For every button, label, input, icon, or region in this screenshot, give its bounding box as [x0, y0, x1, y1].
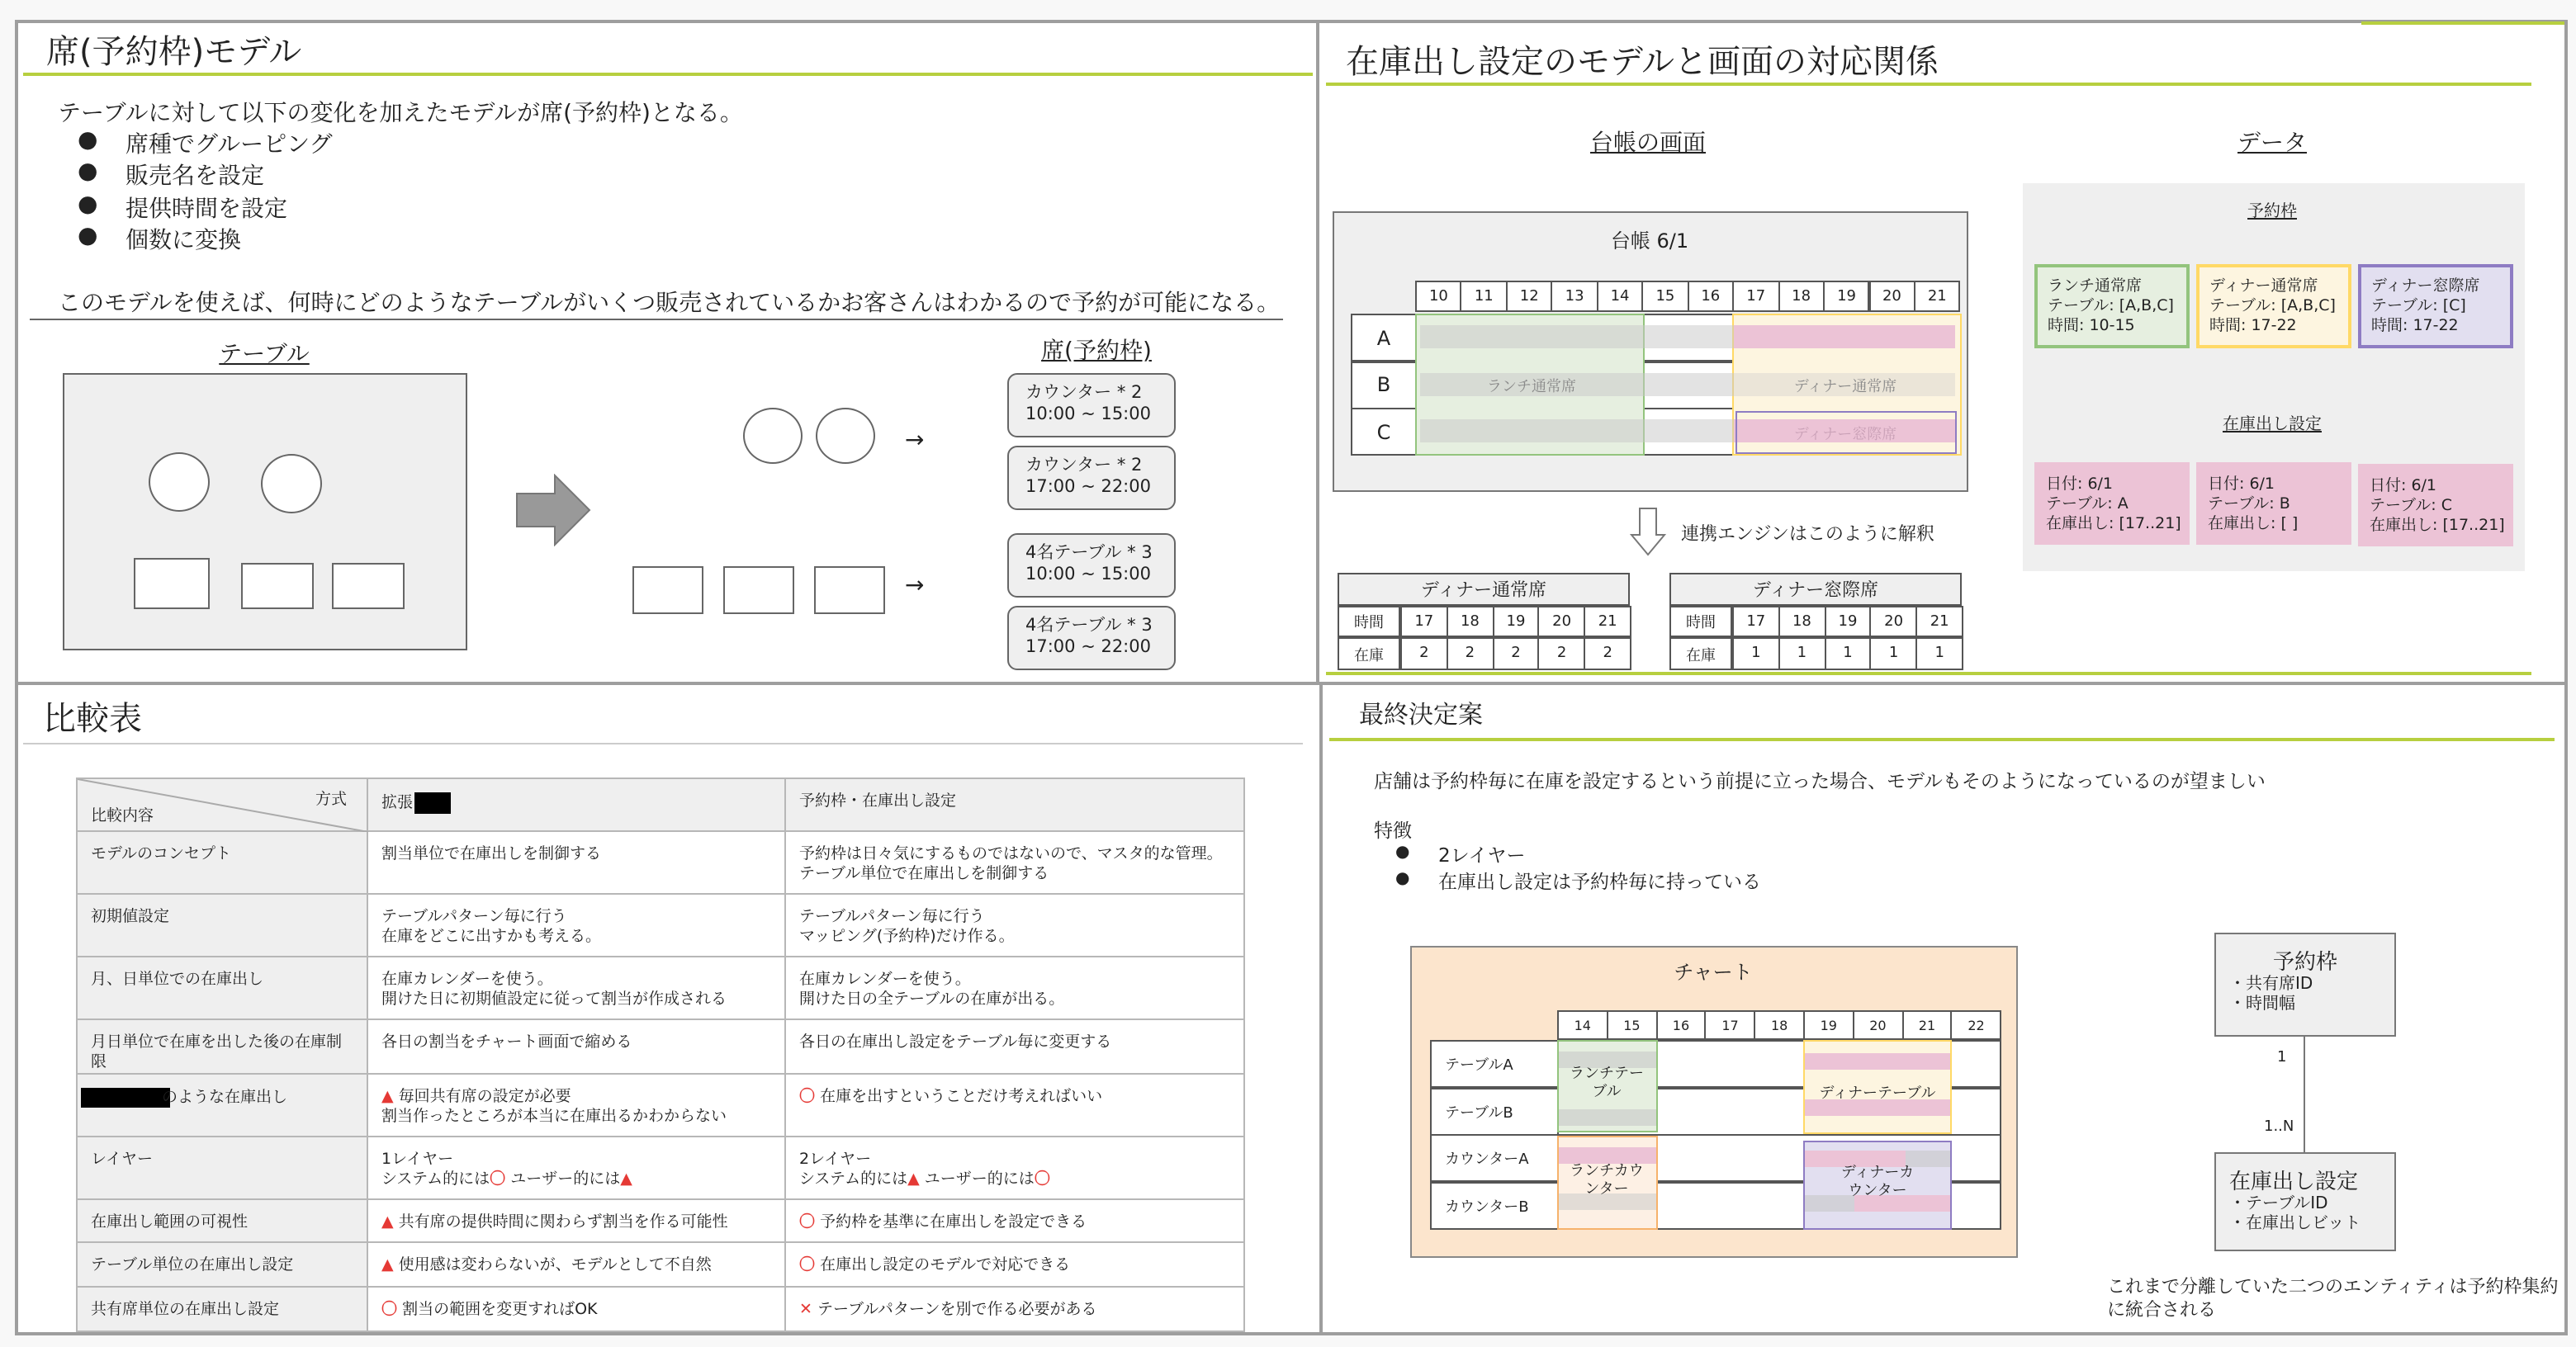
table-row [77, 1019, 1244, 1074]
cell-extension [367, 1199, 785, 1242]
result-stock-cell: 2 [1538, 637, 1586, 670]
lunch-label: ランチ通常席 [1486, 380, 1576, 396]
header-corner [77, 778, 367, 831]
seat-slot-card [1007, 446, 1176, 510]
divider [30, 319, 1283, 320]
triangle-mark-icon: ▲ [381, 1256, 394, 1274]
bullet-dot: ● [1395, 844, 1410, 862]
row-label-text: 初期値設定 [91, 908, 170, 926]
result-hour-cell: 19 [1492, 606, 1540, 637]
hour-header-cell: 16 [1687, 281, 1734, 312]
stock-bar [1420, 325, 1734, 348]
stock-card [2358, 464, 2513, 546]
slot-card [2196, 264, 2351, 348]
cell-slot [785, 831, 1244, 894]
dinner-counter-label: ディナーカウンター [1840, 1165, 1915, 1200]
result-hour-cell: 20 [1538, 606, 1586, 637]
cell-extension [367, 957, 785, 1019]
seat-label: 席(予約枠) [1041, 338, 1152, 365]
seat-slot-name: カウンター * 2 [1025, 383, 1143, 403]
cell-line: ▲ 共有席の提供時間に関わらず割当を作る可能性 [381, 1213, 728, 1231]
cell-extension [367, 1287, 785, 1331]
stock-line: 在庫出し: [ ] [2208, 515, 2299, 533]
cell-extension [367, 1137, 785, 1199]
row-label-text: 月日単位で在庫を出した後の在庫制限 [91, 1033, 343, 1071]
note-text: に統合される [2107, 1299, 2216, 1321]
row-label-text: レイヤー [91, 1151, 154, 1169]
bottom-accent-line [1326, 672, 2531, 675]
row-label-text: 在庫出し範囲の可視性 [91, 1213, 249, 1231]
stock-bar [1559, 1052, 1656, 1068]
page-title: 席(予約枠)モデル [46, 31, 302, 71]
table-label: テーブル [219, 342, 310, 368]
table-row [77, 1199, 1244, 1242]
column-header-slot: 予約枠・在庫出し設定 [785, 778, 1244, 831]
column-header-extension [367, 778, 785, 831]
ledger-row-label: B [1351, 361, 1417, 409]
result-hour-cell: 21 [1584, 606, 1631, 637]
dinner-label: ディナー通常席 [1793, 380, 1897, 396]
cell-extension [367, 1242, 785, 1287]
lunch-counter-label: ランチカウンター [1570, 1164, 1644, 1198]
row-label [77, 1242, 367, 1287]
ledger-heading: 台帳の画面 [1590, 130, 1706, 157]
cell-line: 予約枠は日々気にするものではないので、マスタ的な管理。 [799, 845, 1223, 863]
entity-reservation-slot [2214, 933, 2396, 1037]
hour-header-cell: 19 [1823, 281, 1870, 312]
triangle-mark-icon: ▲ [907, 1170, 920, 1189]
bullet-dot: ● [78, 127, 98, 154]
result-table-title: ディナー窓際席 [1669, 573, 1962, 606]
chart-row-label: テーブルB [1430, 1087, 1559, 1135]
cell-line: ✕ テーブルパターンを別で作る必要がある [799, 1301, 1097, 1319]
table-row [77, 1242, 1244, 1287]
arrow-icon: → [905, 428, 925, 454]
stock-bar [1559, 1147, 1656, 1164]
cell-line: ▲ 毎回共有席の設定が必要 [381, 1088, 571, 1106]
engine-note: 連携エンジンはこのように解釈 [1681, 523, 1934, 545]
slot-line: テーブル: [A,B,C] [2209, 297, 2336, 315]
stock-bar [1805, 1151, 1906, 1167]
table-row [77, 1137, 1244, 1199]
stock-line: テーブル: B [2208, 495, 2290, 513]
cell-line: 各日の割当をチャート画面で縮める [381, 1033, 632, 1052]
circle-mark-icon: 〇 [799, 1256, 816, 1274]
square-table-shape [134, 558, 210, 609]
row-label-text: 月、日単位での在庫出し [91, 971, 264, 989]
cell-line: 1レイヤー [381, 1151, 454, 1169]
result-stock-cell: 1 [1870, 637, 1918, 670]
slot-line: ランチ通常席 [2048, 277, 2143, 295]
table-row [77, 957, 1244, 1019]
chart-row-label: カウンターA [1430, 1134, 1559, 1182]
bullet-item: 席種でグルーピング [125, 132, 333, 158]
hour-header-cell: 11 [1461, 281, 1508, 312]
note-text: これまで分離していた二つのエンティティは予約枠集約 [2107, 1276, 2559, 1297]
chart-hour-cell: 14 [1557, 1010, 1608, 1040]
row-label [77, 831, 367, 894]
entity-attribute: ・テーブルID [2229, 1195, 2328, 1213]
cell-line: 割当単位で在庫出しを制御する [381, 845, 602, 863]
cell-line: テーブルパターン毎に行う [799, 908, 985, 926]
cell-line: 各日の在庫出し設定をテーブル毎に変更する [799, 1033, 1112, 1052]
slots-label: 予約枠 [2247, 203, 2297, 221]
result-stock-cell: 2 [1584, 637, 1631, 670]
table-row [77, 1287, 1244, 1331]
hour-header-cell: 18 [1778, 281, 1825, 312]
cell-slot [785, 957, 1244, 1019]
time-label: 時間 [1669, 606, 1732, 637]
entity-title: 在庫出し設定 [2229, 1170, 2359, 1195]
result-stock-cell: 2 [1492, 637, 1540, 670]
stock-line: テーブル: A [2046, 495, 2129, 513]
stock-bar [1805, 1053, 1950, 1070]
counter-seat-shape [816, 408, 875, 464]
hour-header-cell: 17 [1732, 281, 1779, 312]
entity-title: 予約枠 [2272, 951, 2337, 976]
chart-hour-cell: 18 [1754, 1010, 1805, 1040]
row-label-text: モデルのコンセプト [91, 845, 232, 863]
arrow-icon: → [905, 573, 925, 599]
cell-line: マッピング(予約枠)だけ作る。 [799, 928, 1015, 946]
table-shape [632, 566, 703, 614]
seat-slot-time: 10:00 ~ 15:00 [1025, 565, 1151, 584]
panel-title: 比較表 [43, 698, 142, 738]
slot-line: 時間: 17-22 [2371, 317, 2459, 335]
seat-slot-card [1007, 533, 1176, 598]
hour-header-cell: 15 [1642, 281, 1689, 312]
counter-seat-shape [743, 408, 803, 464]
hour-header-cell: 10 [1415, 281, 1462, 312]
result-hour-cell: 17 [1732, 606, 1780, 637]
triangle-mark-icon: ▲ [381, 1088, 394, 1106]
seat-slot-time: 17:00 ~ 22:00 [1025, 637, 1151, 657]
redacted-block [81, 1088, 170, 1108]
square-table-shape [332, 563, 405, 609]
bullet-item: 個数に変換 [125, 227, 241, 254]
triangle-mark-icon: ▲ [381, 1213, 394, 1231]
cell-line: 割当作ったところが本当に在庫出るかわからない [381, 1108, 727, 1126]
chart-row-label: テーブルA [1430, 1040, 1559, 1088]
time-label: 時間 [1338, 606, 1400, 637]
accent-line-top [2361, 21, 2564, 25]
table-row [77, 1074, 1244, 1137]
window-label: ディナー窓際席 [1793, 428, 1897, 444]
chart-hour-cell: 20 [1853, 1010, 1904, 1040]
cell-extension [367, 1074, 785, 1137]
result-hour-cell: 17 [1400, 606, 1448, 637]
cell-line: テーブルパターン毎に行う [381, 908, 567, 926]
result-table-title: ディナー通常席 [1338, 573, 1630, 606]
row-label [77, 1137, 367, 1199]
slot-line: テーブル: [C] [2371, 297, 2466, 315]
cell-line: システム的には▲ ユーザー的には〇 [799, 1170, 1050, 1189]
seat-slot-time: 17:00 ~ 22:00 [1025, 477, 1151, 497]
cell-line: 〇 在庫を出すということだけ考えればいい [799, 1088, 1103, 1106]
cell-slot [785, 1242, 1244, 1287]
stock-line: 在庫出し: [17..21] [2046, 515, 2181, 533]
stock-label: 在庫 [1669, 637, 1732, 670]
cell-slot [785, 1287, 1244, 1331]
method-header: 方式 [315, 791, 347, 809]
features-label: 特徴 [1374, 819, 1412, 842]
result-hour-cell: 20 [1870, 606, 1918, 637]
cell-extension [367, 1019, 785, 1074]
summary-text: このモデルを使えば、何時にどのようなテーブルがいくつ販売されているかお客さんはわかるので予約が可能になる。 [58, 291, 1281, 317]
row-label [77, 957, 367, 1019]
result-stock-cell: 1 [1824, 637, 1872, 670]
result-hour-cell: 18 [1778, 606, 1826, 637]
cell-line: 〇 予約枠を基準に在庫出しを設定できる [799, 1213, 1087, 1231]
stock-bar [1420, 419, 1734, 442]
hour-header-cell: 20 [1868, 281, 1915, 312]
result-hour-cell: 21 [1915, 606, 1963, 637]
row-label-text: 共有席単位の在庫出し設定 [91, 1301, 280, 1319]
cell-line: システム的には〇 ユーザー的には▲ [381, 1170, 632, 1189]
cell-line: 在庫カレンダーを使う。 [799, 971, 971, 989]
title-underline [1326, 83, 2531, 86]
cell-line: 〇 割当の範囲を変更すればOK [381, 1301, 598, 1319]
seat-slot-name: 4名テーブル * 3 [1025, 616, 1153, 636]
ledger-title: 台帳 6/1 [1610, 229, 1689, 253]
cell-line: 開けた日に初期値設定に従って割当が作成される [381, 990, 727, 1009]
chart-hour-cell: 19 [1803, 1010, 1854, 1040]
entity-attribute: ・在庫出しビット [2229, 1215, 2361, 1233]
stock-bar [1906, 1151, 1950, 1167]
result-stock-cell: 1 [1915, 637, 1963, 670]
cardinality-one: 1 [2277, 1050, 2287, 1066]
table-shape [814, 566, 885, 614]
cell-slot [785, 1074, 1244, 1137]
slot-line: 時間: 17-22 [2209, 317, 2297, 335]
stock-card [2196, 462, 2351, 545]
cross-mark-icon: ✕ [799, 1301, 812, 1319]
relation-line [2304, 1037, 2305, 1152]
cardinality-many: 1..N [2264, 1119, 2294, 1136]
result-stock-cell: 1 [1778, 637, 1826, 670]
stock-card [2034, 462, 2190, 545]
seat-slot-name: カウンター * 2 [1025, 456, 1143, 475]
data-heading: データ [2237, 130, 2307, 157]
stock-setting-label: 在庫出し設定 [2223, 416, 2322, 434]
premise-text: 店舗は予約枠毎に在庫を設定するという前提に立った場合、モデルもそのようになっているのが望ましい [1374, 769, 2266, 792]
row-label [77, 1019, 367, 1074]
seat-slot-time: 10:00 ~ 15:00 [1025, 404, 1151, 424]
feature-item: 在庫出し設定は予約枠毎に持っている [1438, 869, 1761, 892]
stock-bar [1559, 1109, 1656, 1126]
intro-text: テーブルに対して以下の変化を加えたモデルが席(予約枠)となる。 [58, 101, 743, 127]
panel-title: 在庫出し設定のモデルと画面の対応関係 [1346, 41, 1939, 81]
hour-header-cell: 14 [1597, 281, 1644, 312]
table-row [77, 894, 1244, 957]
bullet-dot: ● [1395, 869, 1410, 887]
cell-slot [785, 1137, 1244, 1199]
circle-mark-icon: 〇 [1034, 1170, 1050, 1189]
table-row [77, 831, 1244, 894]
chart-title: チャート [1674, 961, 1753, 984]
ledger-row-label: A [1351, 314, 1417, 362]
round-table-shape [261, 454, 322, 513]
entity-attribute: ・時間幅 [2229, 995, 2295, 1014]
cell-line: 〇 在庫出し設定のモデルで対応できる [799, 1256, 1071, 1274]
stock-line: 日付: 6/1 [2370, 477, 2437, 495]
title-underline [23, 73, 1313, 76]
stock-line: 日付: 6/1 [2208, 475, 2275, 494]
row-label [77, 1287, 367, 1331]
bullet-dot: ● [78, 158, 98, 186]
comparison-table [76, 777, 1245, 1332]
cell-line: 開けた日の全テーブルの在庫が出る。 [799, 990, 1065, 1009]
chart-hour-cell: 22 [1951, 1010, 2002, 1040]
result-stock-cell: 2 [1447, 637, 1494, 670]
row-label [77, 894, 367, 957]
bullet-item: 提供時間を設定 [125, 196, 287, 223]
lunch-table-label: ランチテーブル [1569, 1066, 1644, 1101]
redacted-block [414, 792, 451, 814]
cell-slot [785, 894, 1244, 957]
seat-slot-name: 4名テーブル * 3 [1025, 543, 1153, 563]
cell-slot [785, 1019, 1244, 1074]
circle-mark-icon: 〇 [799, 1213, 816, 1231]
criteria-header: 比較内容 [91, 807, 154, 825]
hour-header-cell: 21 [1914, 281, 1961, 312]
cell-line: テーブル単位で在庫出しを制御する [799, 865, 1049, 883]
column-header-label: 拡張 [381, 794, 414, 812]
hour-header-cell: 13 [1551, 281, 1598, 312]
table-shape [723, 566, 794, 614]
row-label-text: テーブル単位の在庫出し設定 [91, 1256, 294, 1274]
circle-mark-icon: 〇 [799, 1088, 816, 1106]
slot-line: テーブル: [A,B,C] [2048, 297, 2174, 315]
ledger-row-label: C [1351, 408, 1417, 456]
title-underline [1329, 738, 2555, 741]
stock-bar [1734, 325, 1955, 348]
bullet-dot: ● [78, 222, 98, 249]
hour-header-cell: 12 [1506, 281, 1553, 312]
cell-extension [367, 831, 785, 894]
row-label [77, 1199, 367, 1242]
triangle-mark-icon: ▲ [620, 1170, 632, 1189]
feature-item: 2レイヤー [1438, 844, 1526, 867]
entity-stock-setting [2214, 1152, 2396, 1251]
result-hour-cell: 19 [1824, 606, 1872, 637]
result-stock-cell: 2 [1400, 637, 1448, 670]
entity-attribute: ・共有席ID [2229, 976, 2313, 994]
round-table-shape [149, 452, 210, 512]
cell-line: 在庫をどこに出すかも考える。 [381, 928, 602, 946]
stock-line: 日付: 6/1 [2046, 475, 2114, 494]
slot-line: ディナー窓際席 [2371, 277, 2480, 295]
seat-slot-card [1007, 373, 1176, 437]
slot-card [2358, 264, 2513, 348]
slot-line: ディナー通常席 [2209, 277, 2318, 295]
slot-line: 時間: 10-15 [2048, 317, 2135, 335]
dinner-table-label: ディナーテーブル [1819, 1086, 1936, 1103]
row-label [77, 1074, 367, 1137]
chart-hour-cell: 17 [1705, 1010, 1756, 1040]
stock-line: 在庫出し: [17..21] [2370, 517, 2505, 535]
cell-slot [785, 1199, 1244, 1242]
down-arrow-icon [1630, 507, 1666, 556]
slot-card [2034, 264, 2190, 348]
circle-mark-icon: 〇 [381, 1301, 398, 1319]
panel-title: 最終決定案 [1359, 700, 1484, 730]
stock-line: テーブル: C [2370, 497, 2452, 515]
bullet-item: 販売名を設定 [125, 163, 264, 191]
seat-slot-card [1007, 606, 1176, 670]
square-table-shape [241, 563, 314, 609]
header-row [77, 778, 1244, 831]
cell-line: 在庫カレンダーを使う。 [381, 971, 553, 989]
cell-line: 2レイヤー [799, 1151, 872, 1169]
transform-arrow-icon [515, 474, 591, 546]
stock-label: 在庫 [1338, 637, 1400, 670]
cell-extension [367, 894, 785, 957]
chart-hour-cell: 15 [1607, 1010, 1658, 1040]
bullet-dot: ● [78, 191, 98, 218]
cell-line: ▲ 使用感は変わらないが、モデルとして不自然 [381, 1256, 712, 1274]
chart-hour-cell: 21 [1901, 1010, 1953, 1040]
title-underline [23, 743, 1303, 744]
chart-hour-cell: 16 [1655, 1010, 1707, 1040]
chart-row-label: カウンターB [1430, 1182, 1559, 1230]
result-stock-cell: 1 [1732, 637, 1780, 670]
row-label-text: のような在庫出し [162, 1089, 288, 1107]
circle-mark-icon: 〇 [490, 1170, 506, 1189]
result-hour-cell: 18 [1447, 606, 1494, 637]
